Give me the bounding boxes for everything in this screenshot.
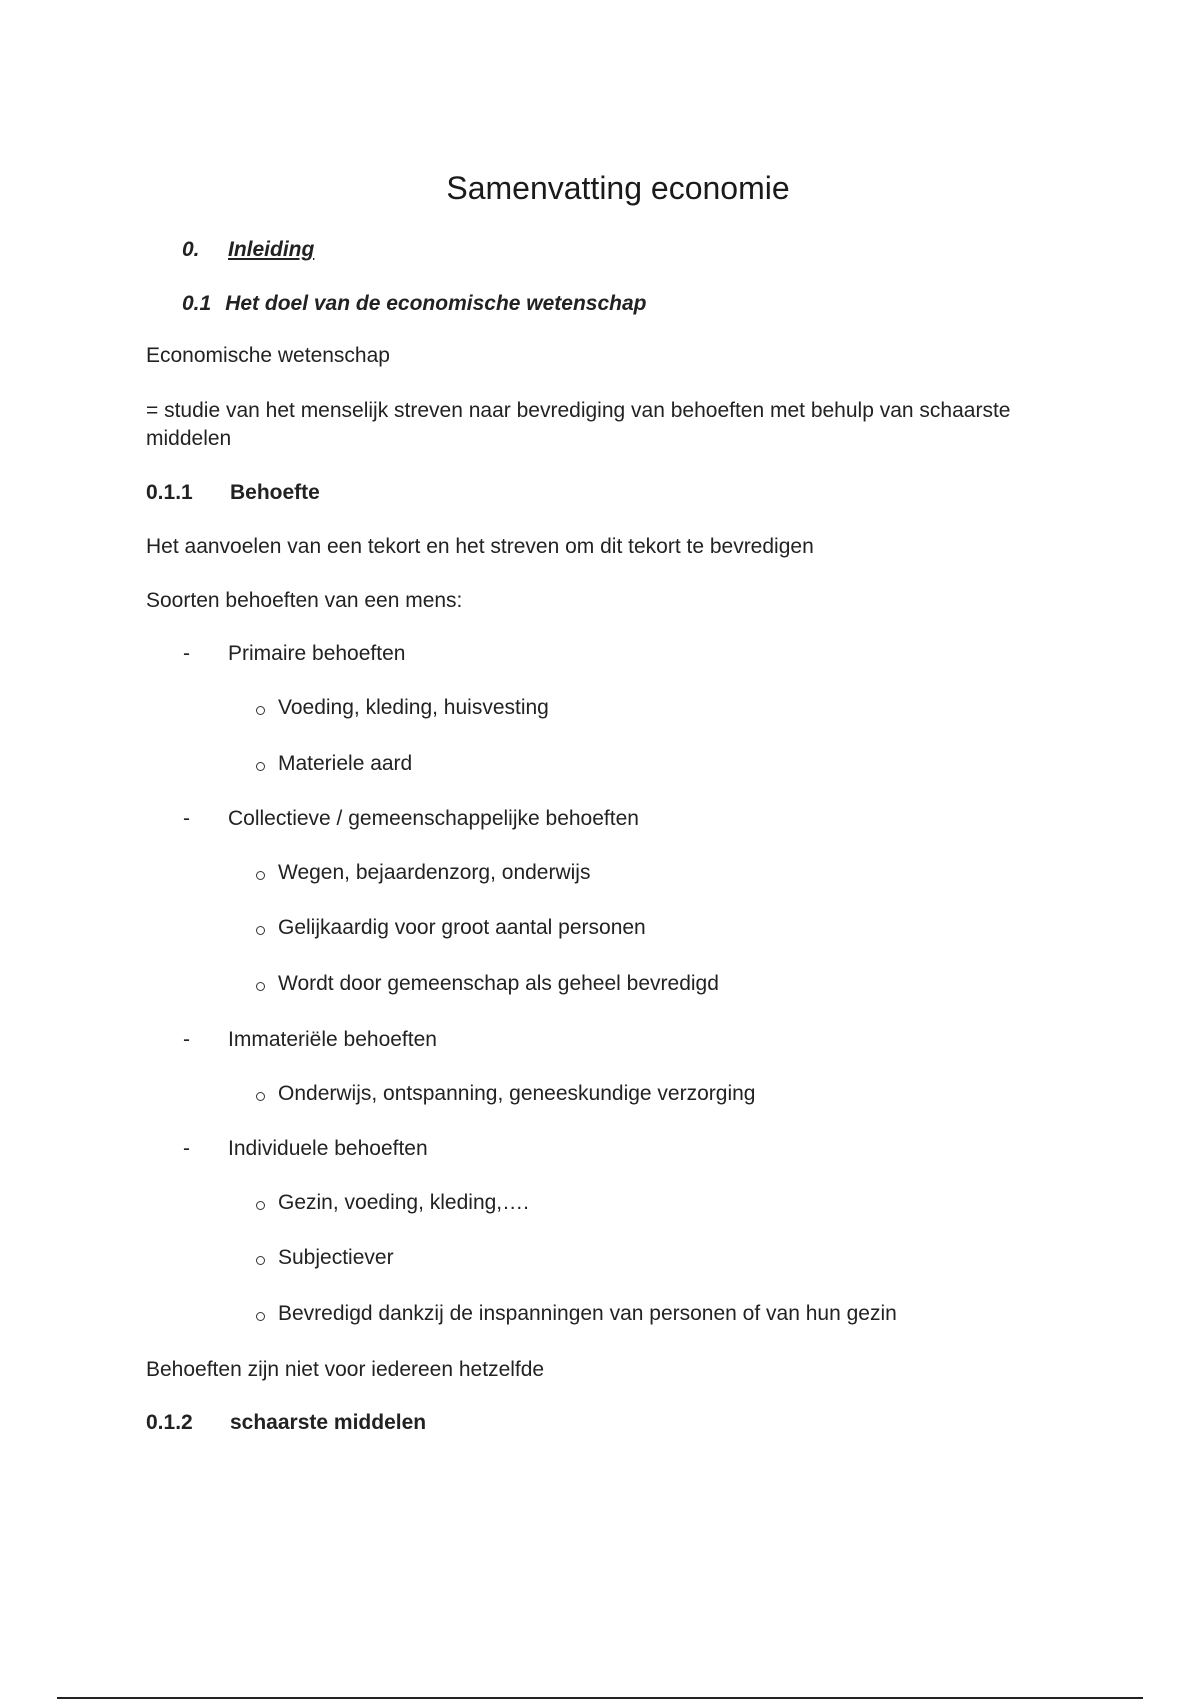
section-0-1-label: Het doel van de economische wetenschap bbox=[225, 292, 647, 315]
circle-bullet-icon bbox=[256, 1312, 265, 1321]
section-0-1-2-heading: schaarste middelen bbox=[230, 1411, 427, 1434]
sub-list-item: Materiele aard bbox=[278, 752, 413, 775]
list-dash: - bbox=[183, 1028, 190, 1051]
document-title: Samenvatting economie bbox=[446, 170, 790, 206]
page-bottom-rule bbox=[57, 1697, 1143, 1699]
definition-paragraph: = studie van het menselijk streven naar bevrediging van behoeften met behulp van schaarste middelen bbox=[146, 399, 1011, 450]
section-0-1-1-number: 0.1.1 bbox=[146, 481, 193, 504]
list-item-collectieve: Collectieve / gemeenschappelijke behoeften bbox=[228, 807, 639, 830]
types-intro: Soorten behoeften van een mens: bbox=[146, 589, 463, 612]
circle-bullet-icon bbox=[256, 1201, 265, 1210]
sub-list-item: Voeding, kleding, huisvesting bbox=[278, 696, 549, 719]
circle-bullet-icon bbox=[256, 982, 265, 991]
circle-bullet-icon bbox=[256, 926, 265, 935]
conclusion-text: Behoeften zijn niet voor iedereen hetzelfde bbox=[146, 1358, 545, 1381]
section-0-heading: Inleiding bbox=[228, 238, 315, 261]
list-item-immateriele: Immateriële behoeften bbox=[228, 1028, 437, 1051]
circle-bullet-icon bbox=[256, 706, 265, 715]
sub-list-item: Subjectiever bbox=[278, 1246, 394, 1269]
sub-list-item: Gelijkaardig voor groot aantal personen bbox=[278, 916, 646, 939]
sub-list-item: Bevredigd dankzij de inspanningen van personen of van hun gezin bbox=[278, 1302, 897, 1325]
sub-list-item: Gezin, voeding, kleding,…. bbox=[278, 1191, 529, 1214]
list-item-primaire: Primaire behoeften bbox=[228, 642, 406, 665]
sub-list-item: Onderwijs, ontspanning, geneeskundige verzorging bbox=[278, 1082, 756, 1105]
term-economische-wetenschap: Economische wetenschap bbox=[146, 344, 390, 367]
section-0-1-1-heading: Behoefte bbox=[230, 481, 320, 504]
circle-bullet-icon bbox=[256, 1092, 265, 1101]
list-dash: - bbox=[183, 807, 190, 830]
sub-list-item: Wordt door gemeenschap als geheel bevredigd bbox=[278, 972, 719, 995]
section-0-1-heading bbox=[182, 290, 647, 318]
circle-bullet-icon bbox=[256, 1256, 265, 1265]
sub-list-item: Wegen, bejaardenzorg, onderwijs bbox=[278, 861, 591, 884]
section-0-number: 0. bbox=[182, 238, 200, 261]
list-dash: - bbox=[183, 642, 190, 665]
circle-bullet-icon bbox=[256, 762, 265, 771]
list-dash: - bbox=[183, 1137, 190, 1160]
section-0-1-number: 0.1 bbox=[182, 292, 212, 315]
circle-bullet-icon bbox=[256, 871, 265, 880]
list-item-individuele: Individuele behoeften bbox=[228, 1137, 428, 1160]
section-0-1-2-number: 0.1.2 bbox=[146, 1411, 193, 1434]
behoefte-definition: Het aanvoelen van een tekort en het streven om dit tekort te bevredigen bbox=[146, 535, 814, 558]
